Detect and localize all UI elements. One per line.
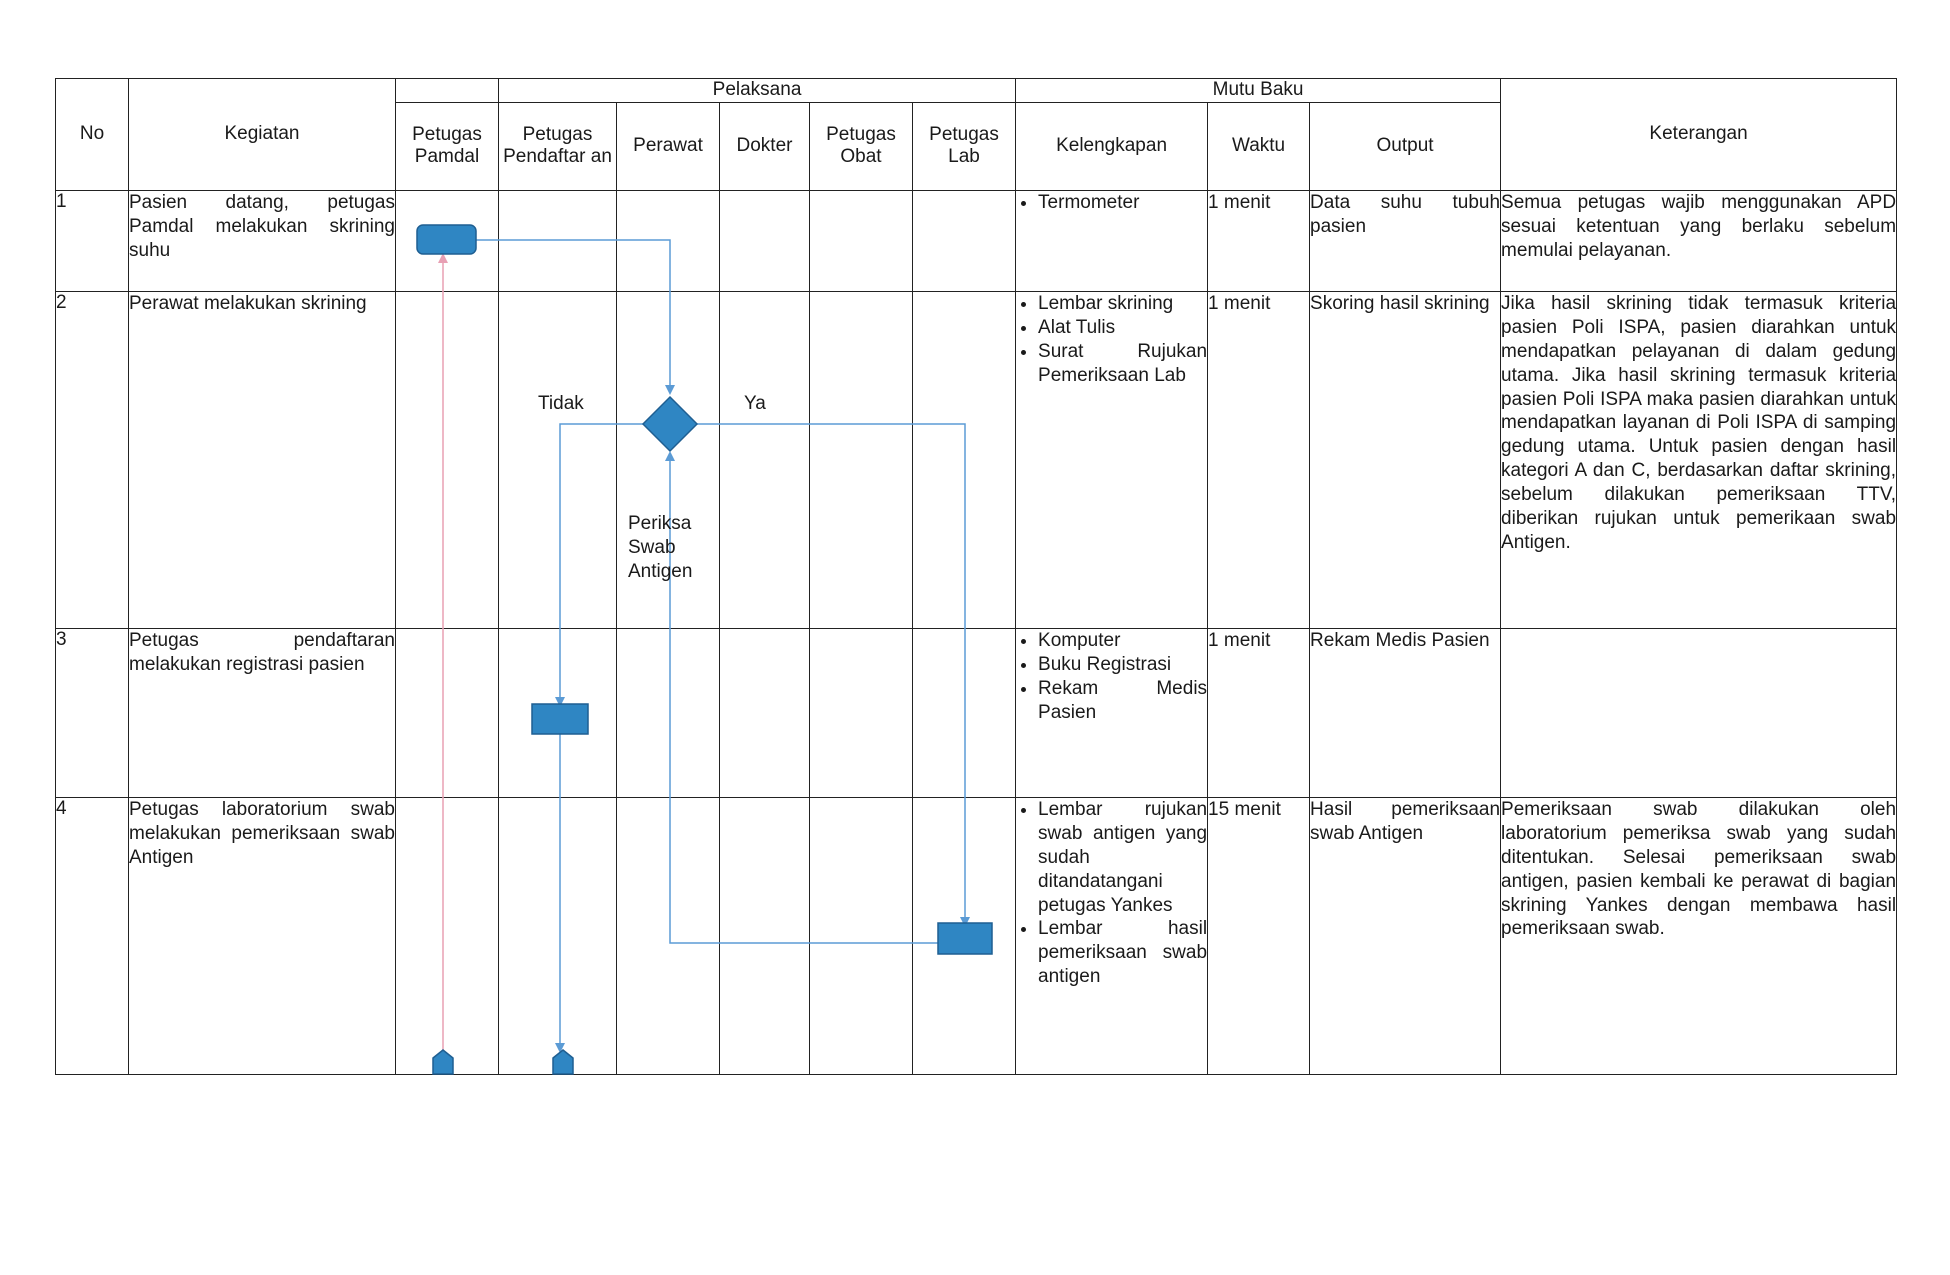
table-row: [56, 190, 1897, 291]
row-kegiatan: Petugas laboratorium swab melakukan pemeriksaan swab Antigen: [129, 797, 396, 1074]
row-keterangan: Pemeriksaan swab dilakukan oleh laboratorium pemeriksa swab yang sudah ditentukan. Selesai pemeriksaan swab antigen, pasien kembali ke perawat di bagian skrining Yankes dengan membawa hasil pemeriksaan swab.: [1501, 797, 1897, 1074]
table-row: [56, 797, 1897, 1074]
list-item: • Alat Tulis: [1038, 316, 1207, 340]
header-waktu: Waktu: [1208, 102, 1310, 190]
row-output: Skoring hasil skrining: [1310, 291, 1501, 628]
row-waktu: 15 menit: [1208, 797, 1310, 1074]
table-row: [56, 628, 1897, 797]
row-kelengkapan: [1016, 291, 1208, 628]
header-mutu-baku: Mutu Baku: [1016, 79, 1501, 103]
header-pelaksana-blank: [396, 79, 499, 103]
header-kelengkapan: Kelengkapan: [1016, 102, 1208, 190]
lane-header-dokter: Dokter: [720, 102, 810, 190]
list-item: • Surat Rujukan Pemeriksaan Lab: [1038, 340, 1207, 388]
list-item: • Komputer: [1038, 629, 1207, 653]
header-no: No: [56, 79, 129, 191]
row-keterangan: Jika hasil skrining tidak termasuk kriteria pasien Poli ISPA, pasien diarahkan untuk mendapatkan pelayanan di dalam gedung utama. Jika hasil skrining termasuk kriteria pasien Poli ISPA maka pasien diarahkan untuk mendapatkan layanan di Poli ISPA di samping gedung utama. Untuk pasien dengan hasil kategori A dan C, berdasarkan daftar skrining, sebelum dilakukan pemeriksaan TTV, diberikan rujukan untuk pemerikaan swab Antigen.: [1501, 291, 1897, 628]
header-output: Output: [1310, 102, 1501, 190]
header-keterangan: Keterangan: [1501, 79, 1897, 191]
row-kegiatan: Perawat melakukan skrining: [129, 291, 396, 628]
row-kegiatan: Pasien datang, petugas Pamdal melakukan skrining suhu: [129, 190, 396, 291]
row-kelengkapan: [1016, 628, 1208, 797]
flow-label-ya: Ya: [744, 393, 766, 414]
flow-label-periksa-swab: Periksa Swab Antigen: [628, 513, 693, 582]
list-item: • Rekam Medis Pasien: [1038, 677, 1207, 725]
list-item: • Buku Registrasi: [1038, 653, 1207, 677]
row-kelengkapan: [1016, 797, 1208, 1074]
header-pelaksana: Pelaksana: [499, 79, 1016, 103]
sop-table: [55, 78, 1897, 1075]
lane-header-pendaftaran: Petugas Pendaftar an: [499, 102, 617, 190]
lane-header-pamdal: Petugas Pamdal: [396, 102, 499, 190]
list-item: • Lembar skrining: [1038, 292, 1207, 316]
row-waktu: 1 menit: [1208, 190, 1310, 291]
row-no: 3: [56, 628, 129, 797]
row-kelengkapan: [1016, 190, 1208, 291]
row-waktu: 1 menit: [1208, 291, 1310, 628]
list-item: • Lembar hasil pemeriksaan swab antigen: [1038, 917, 1207, 989]
table-row: [56, 291, 1897, 628]
lane-header-lab: Petugas Lab: [913, 102, 1016, 190]
row-output: Rekam Medis Pasien: [1310, 628, 1501, 797]
row-kegiatan: Petugas pendaftaran melakukan registrasi pasien: [129, 628, 396, 797]
row-keterangan: Semua petugas wajib menggunakan APD sesuai ketentuan yang berlaku sebelum memulai pelayanan.: [1501, 190, 1897, 291]
row-keterangan: [1501, 628, 1897, 797]
row-output: Hasil pemeriksaan swab Antigen: [1310, 797, 1501, 1074]
header-kegiatan: Kegiatan: [129, 79, 396, 191]
row-output: Data suhu tubuh pasien: [1310, 190, 1501, 291]
row-waktu: 1 menit: [1208, 628, 1310, 797]
lane-header-perawat: Perawat: [617, 102, 720, 190]
list-item: • Lembar rujukan swab antigen yang sudah ditandatangani petugas Yankes: [1038, 798, 1207, 918]
lane-header-obat: Petugas Obat: [810, 102, 913, 190]
list-item: • Termometer: [1038, 191, 1207, 215]
flow-label-tidak: Tidak: [538, 393, 584, 414]
row-no: 1: [56, 190, 129, 291]
row-no: 2: [56, 291, 129, 628]
row-no: 4: [56, 797, 129, 1074]
